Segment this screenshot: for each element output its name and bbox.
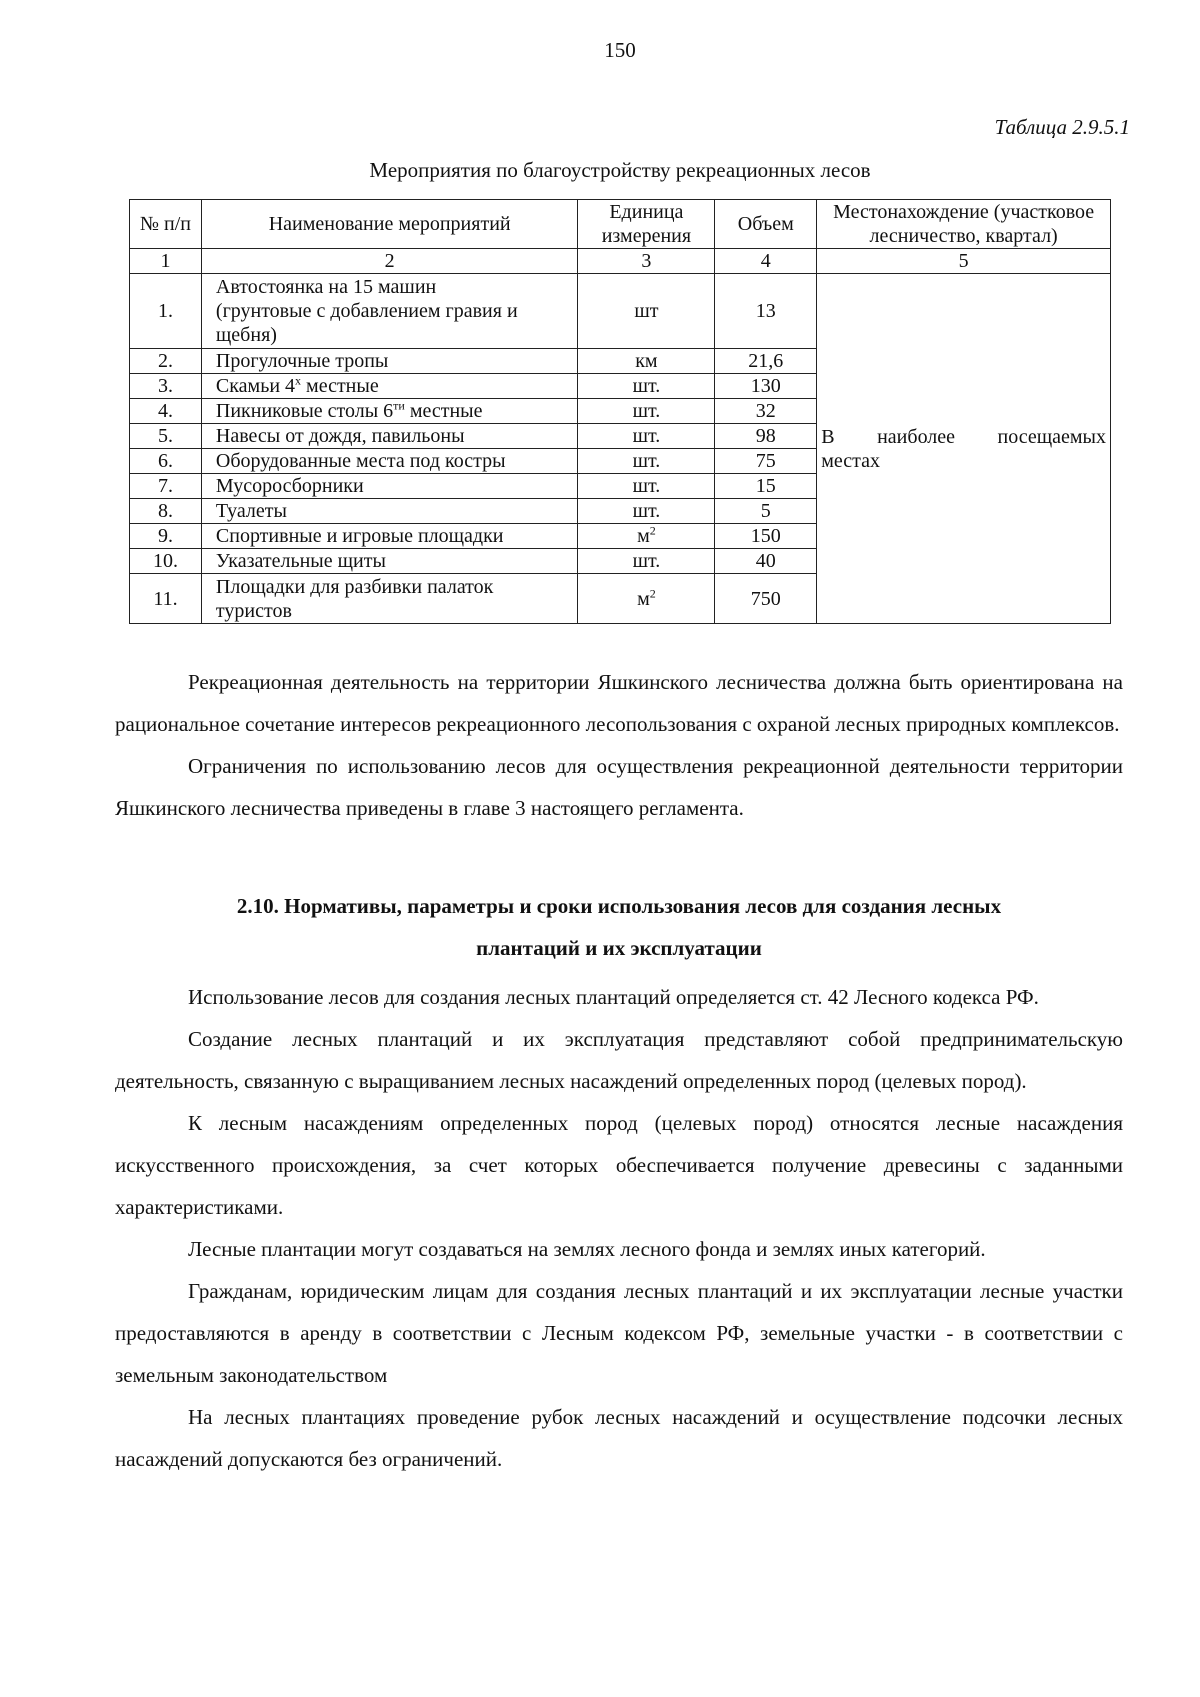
row-unit: шт. <box>578 424 715 449</box>
row-unit: шт. <box>578 399 715 424</box>
row-num: 1. <box>130 274 202 349</box>
row-num: 6. <box>130 449 202 474</box>
row-volume: 5 <box>715 499 817 524</box>
row-num: 3. <box>130 374 202 399</box>
paragraph: Ограничения по использованию лесов для осуществления рекреационной деятельности территории Яшкинского лесничества приведены в главе 3 настоящего регламента. <box>115 754 1123 820</box>
row-name <box>201 274 578 349</box>
header-location-line1: Местонахождение (участковое <box>833 201 1095 223</box>
row-name-line: Автостоянка на 15 машин <box>215 276 437 298</box>
location-cell <box>817 274 1111 624</box>
header-num: № п/п <box>130 200 202 249</box>
table-row <box>130 274 1111 349</box>
table-header-row <box>130 200 1111 249</box>
row-name: Навесы от дождя, павильоны <box>201 424 578 449</box>
row-unit: км <box>578 349 715 374</box>
header-unit-line2: измерения <box>601 225 692 247</box>
row-name <box>201 399 578 424</box>
row-volume: 13 <box>715 274 817 349</box>
row-num: 9. <box>130 524 202 549</box>
row-num: 5. <box>130 424 202 449</box>
column-number: 5 <box>817 249 1111 274</box>
row-unit: шт. <box>578 499 715 524</box>
row-volume: 21,6 <box>715 349 817 374</box>
column-number: 1 <box>130 249 202 274</box>
row-name: Оборудованные места под костры <box>201 449 578 474</box>
column-number: 3 <box>578 249 715 274</box>
row-name: Прогулочные тропы <box>201 349 578 374</box>
row-name-tail: местные <box>301 375 379 397</box>
row-volume: 15 <box>715 474 817 499</box>
row-volume: 32 <box>715 399 817 424</box>
row-name-sup: ти <box>393 398 405 413</box>
row-unit: шт <box>578 274 715 349</box>
row-name <box>201 374 578 399</box>
row-volume: 75 <box>715 449 817 474</box>
column-number: 4 <box>715 249 817 274</box>
row-name-line: щебня) <box>215 324 277 346</box>
section-heading-line2: плантаций и их эксплуатации <box>476 936 762 960</box>
header-volume: Объем <box>715 200 817 249</box>
row-name <box>201 574 578 624</box>
paragraph: К лесным насаждениям определенных пород (целевых пород) относятся лесные насаждения искусственного происхождения, за счет которых обеспечивается получение древесины с заданными характеристиками. <box>115 1111 1123 1219</box>
header-unit-line1: Единица <box>609 201 684 223</box>
section-heading <box>115 885 1123 969</box>
page-number: 150 <box>604 38 636 62</box>
row-name: Указательные щиты <box>201 549 578 574</box>
row-unit-sup: 2 <box>649 523 656 538</box>
row-name-sup: х <box>295 373 302 388</box>
row-num: 2. <box>130 349 202 374</box>
section-heading-line1: 2.10. Нормативы, параметры и сроки использования лесов для создания лесных <box>236 894 1002 918</box>
row-unit-text: м <box>637 587 650 610</box>
location-line2: местах <box>821 449 881 472</box>
row-volume: 98 <box>715 424 817 449</box>
row-name: Спортивные и игровые площадки <box>201 524 578 549</box>
row-unit <box>578 524 715 549</box>
row-unit <box>578 574 715 624</box>
paragraph: Создание лесных плантаций и их эксплуатация представляют собой предпринимательскую деятельность, связанную с выращиванием лесных насаждений определенных пород (целевых пород). <box>115 1027 1123 1093</box>
row-num: 4. <box>130 399 202 424</box>
table-label: Таблица 2.9.5.1 <box>994 115 1130 139</box>
row-volume: 130 <box>715 374 817 399</box>
text-block-2 <box>115 976 1123 1480</box>
header-location <box>817 200 1111 249</box>
row-volume: 40 <box>715 549 817 574</box>
row-num: 10. <box>130 549 202 574</box>
column-number-row <box>130 249 1111 274</box>
row-name-text: Скамьи 4 <box>215 375 296 397</box>
row-num: 11. <box>130 574 202 624</box>
row-unit-text: м <box>637 525 650 547</box>
table-title: Мероприятия по благоустройству рекреационных лесов <box>369 158 871 182</box>
paragraph: На лесных плантациях проведение рубок лесных насаждений и осуществление подсочки лесных насаждений допускаются без ограничений. <box>115 1405 1123 1471</box>
events-table <box>129 199 1111 624</box>
row-name: Мусоросборники <box>201 474 578 499</box>
location-line1: В наиболее посещаемых <box>821 425 1106 448</box>
row-name-line: (грунтовые с добавлением гравия и <box>215 300 518 322</box>
row-name: Туалеты <box>201 499 578 524</box>
header-location-line2: лесничество, квартал) <box>869 225 1058 247</box>
row-name-text: Пикниковые столы 6 <box>215 400 394 422</box>
row-unit: шт. <box>578 549 715 574</box>
paragraph: Рекреационная деятельность на территории Яшкинского лесничества должна быть ориентирована на рациональное сочетание интересов рекреационного лесопользования с охраной лесных природных комплексов. <box>115 670 1123 736</box>
row-name-line: Площадки для разбивки палаток <box>215 575 494 598</box>
row-unit: шт. <box>578 374 715 399</box>
row-num: 7. <box>130 474 202 499</box>
header-unit <box>578 200 715 249</box>
paragraph: Использование лесов для создания лесных плантаций определяется ст. 42 Лесного кодекса РФ. <box>188 985 1039 1009</box>
paragraph: Лесные плантации могут создаваться на землях лесного фонда и землях иных категорий. <box>188 1237 986 1261</box>
row-volume: 150 <box>715 524 817 549</box>
row-name-line: туристов <box>215 599 292 622</box>
header-name: Наименование мероприятий <box>201 200 578 249</box>
paragraph: Гражданам, юридическим лицам для создания лесных плантаций и их эксплуатации лесные участки предоставляются в аренду в соответствии с Лесным кодексом РФ, земельные участки - в соответствии с земельным законодательством <box>115 1279 1123 1387</box>
row-num: 8. <box>130 499 202 524</box>
column-number: 2 <box>201 249 578 274</box>
row-volume: 750 <box>715 574 817 624</box>
text-block-1 <box>115 661 1123 829</box>
row-name-tail: местные <box>404 400 483 422</box>
row-unit: шт. <box>578 449 715 474</box>
row-unit-sup: 2 <box>649 585 656 600</box>
row-unit: шт. <box>578 474 715 499</box>
